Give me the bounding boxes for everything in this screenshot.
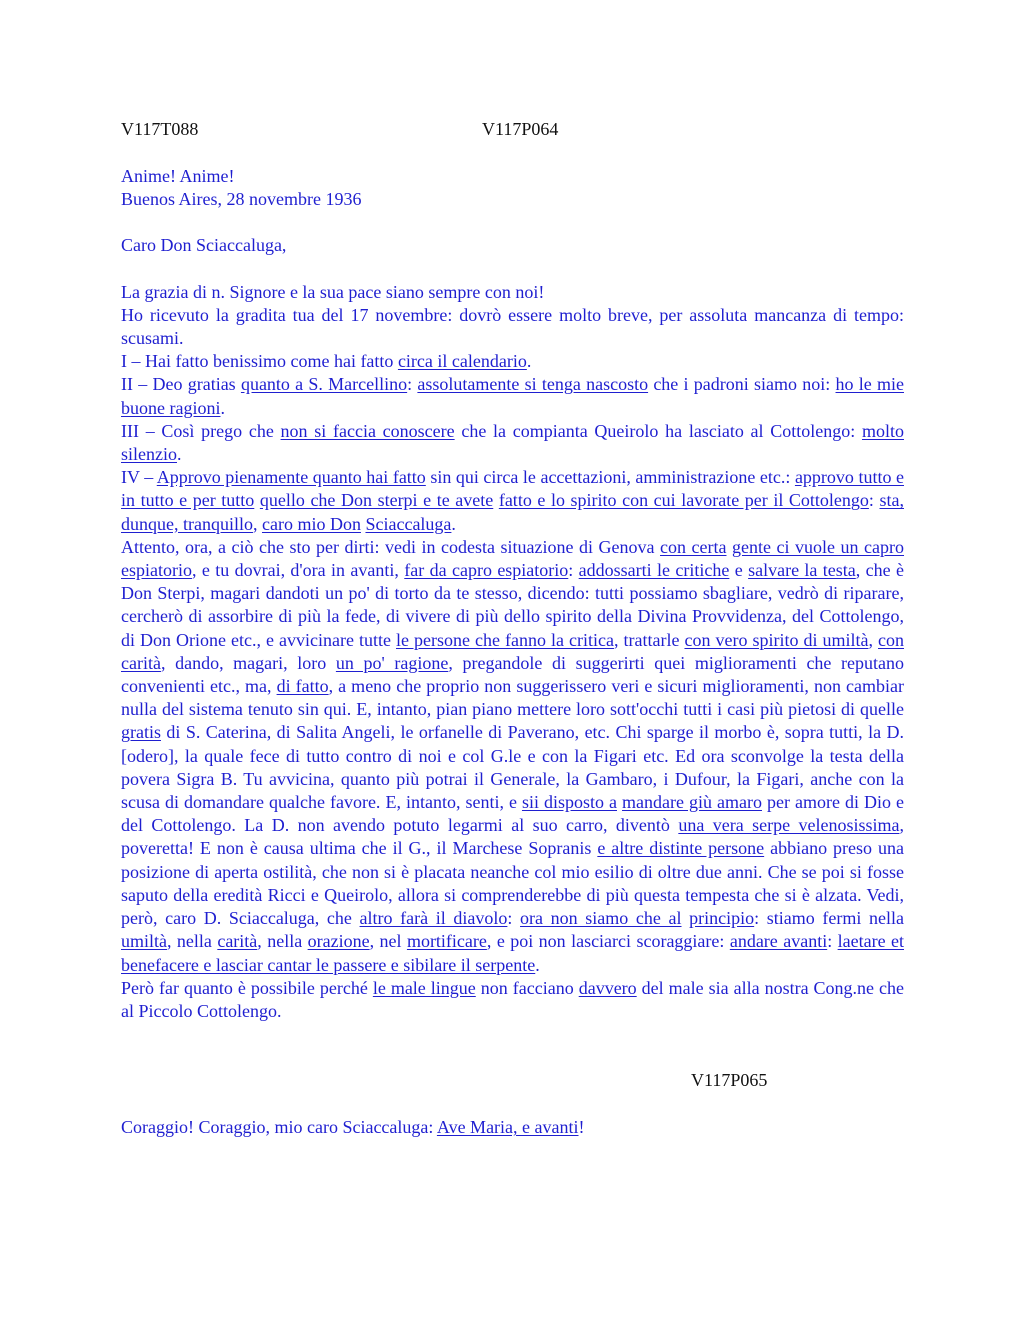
salutation: Caro Don Sciaccaluga, xyxy=(121,235,287,256)
letter-body xyxy=(121,281,904,1024)
place-date: Buenos Aires, 28 novembre 1936 xyxy=(121,189,362,210)
paragraph-greeting: La grazia di n. Signore e la sua pace siano sempre con noi! xyxy=(121,281,545,302)
page-code: V117P064 xyxy=(482,119,559,139)
header-codes xyxy=(121,118,904,142)
closing: Coraggio! Coraggio, mio caro Sciaccaluga: Ave Maria, e avanti! xyxy=(121,1117,585,1138)
paragraph-final: Però far quanto è possibile perché le male lingue non facciano davvero del male sia alla nostra Cong.ne che al Piccolo Cottolengo. xyxy=(121,977,904,1021)
page-break-code xyxy=(121,1069,904,1093)
paragraph-point-2: II – Deo gratias quanto a S. Marcellino: assolutamente si tenga nascosto che i padroni siamo noi: ho le mie buone ragioni. xyxy=(121,374,904,418)
paragraph-point-4: IV – Approvo pienamente quanto hai fatto sin qui circa le accettazioni, amministrazione etc.: approvo tutto e in tutto e per tutto quello che Don sterpi e te avete fatto e lo spirito con cui lavorate per il Cottolengo: sta, dunque, tranquillo, caro mio Don Sciaccaluga. xyxy=(121,467,904,534)
paragraph-main: Attento, ora, a ciò che sto per dirti: vedi in codesta situazione di Genova con certa gente ci vuole un capro espiatorio, e tu dovrai, d'ora in avanti, far da capro espiatorio: addossarti le critiche e salvare la testa, che è Don Sterpi, magari dandoti un po' di torto da te stesso, dicendo: tutti possiamo sbagliare, vedrò di riparare, cercherò di assorbire di più la fede, di vivere di più dello spirito della Divina Provvidenza, del Cottolengo, di Don Orione etc., e avvicinare tutte le persone che fanno la critica, trattarle con vero spirito di umiltà, con carità, dando, magari, loro un po' ragione, pregandole di suggerirti quei miglioramenti che reputano convenienti etc., ma, di fatto, a meno che proprio non suggerissero veri e sicuri miglioramenti, non cambiar nulla del sistema tenuto sin qui. E, intanto, pian piano mettere loro sott'occhi tutti i casi più pietosi di quelle gratis di S. Caterina, di Salita Angeli, le orfanelle di Paverano, etc. Chi sparge il morbo è, sopra tutti, la D.[odero], la quale fece di tutto contro di noi e col G.le e con la Figari etc. Ed ora sconvolge la testa della povera Sigra B. Tu avvicina, quanto più potrai il Generale, la Gambaro, i Dufour, la Figari, anche con la scusa di domandare qualche favore. E, intanto, senti, e sii disposto a mandare giù amaro per amore di Dio e del Cottolengo. La D. non avendo potuto legarmi al suo carro, diventò una vera serpe velenosissima, poveretta! E non è causa ultima che il G., il Marchese Sopranis e altre distinte persone abbiano preso una posizione di aperta ostilità, che non si è placata neanche col mio esilio di oltre due anni. Che se poi si fosse saputo della eredità Ricci e Queirolo, allora si comprenderebbe di più questa tempesta che si è alzata. Vedi, però, caro D. Sciaccaluga, che altro farà il diavolo: ora non siamo che al principio: stiamo fermi nella umiltà, nella carità, nella orazione, nel mortificare, e poi non lasciarci scoraggiare: andare avanti: laetare et benefacere e lasciar cantar le passere e sibilare il serpente. xyxy=(121,536,905,975)
letter-page xyxy=(121,118,904,1139)
text-code: V117T088 xyxy=(121,119,199,139)
letter-title: Anime! Anime! xyxy=(121,166,235,186)
paragraph-intro: Ho ricevuto la gradita tua del 17 novembre: dovrò essere molto breve, per assoluta mancanza di tempo: scusami. xyxy=(121,304,904,349)
paragraph-point-1: I – Hai fatto benissimo come hai fatto circa il calendario. xyxy=(121,351,532,372)
page-code-2: V117P065 xyxy=(691,1070,768,1091)
paragraph-point-3: III – Così prego che non si faccia conoscere che la compianta Queirolo ha lasciato al Cottolengo: molto silenzio. xyxy=(121,420,904,465)
